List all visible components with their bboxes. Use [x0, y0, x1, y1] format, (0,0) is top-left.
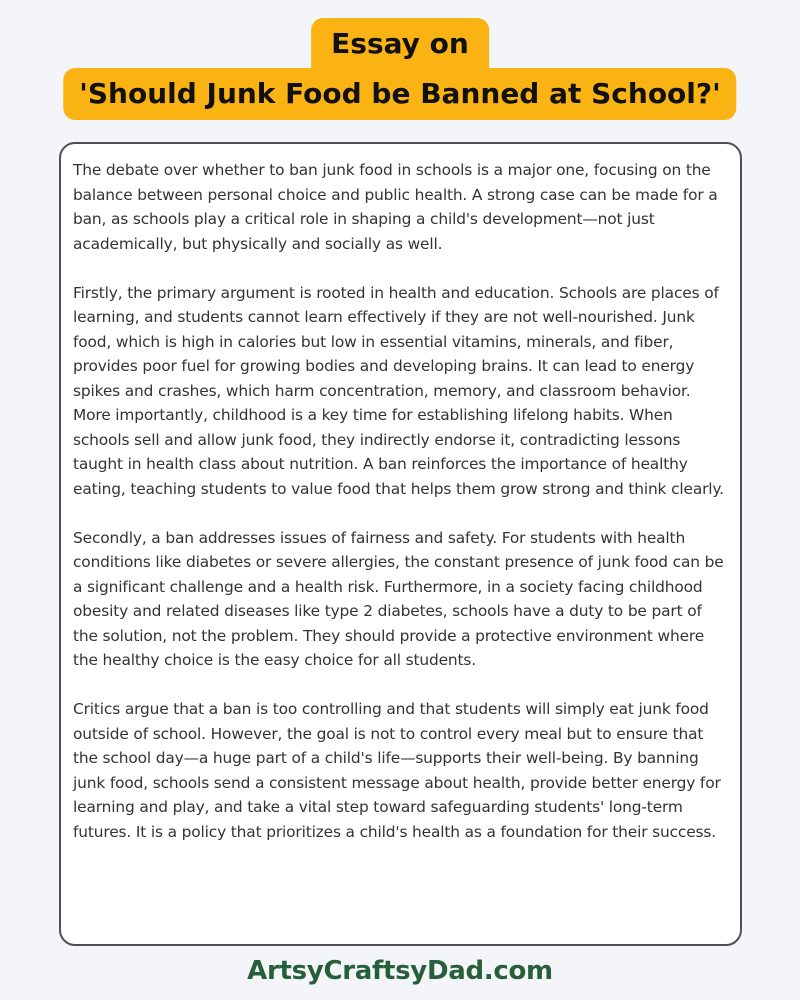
footer-site-name: ArtsyCraftsyDad.com: [247, 956, 553, 986]
essay-card: [59, 142, 742, 946]
essay-paragraph-1: The debate over whether to ban junk food in schools is a major one, focusing on the balance between personal choice and public health. A strong case can be made for a ban, as schools play a critical role in shaping a child's development—not just academically, but physically and socially as well.: [73, 161, 718, 253]
essay-paragraph-4: Critics argue that a ban is too controlling and that students will simply eat junk food outside of school. However, the goal is not to control every meal but to ensure that the school day—a huge part of a child's life—supports their well-being. By banning junk food, schools send a consistent message about health, provide better energy for learning and play, and take a vital step toward safeguarding students' long-term futures. It is a policy that prioritizes a child's health as a foundation for their success.: [73, 700, 721, 841]
title-line-1: Essay on: [311, 18, 489, 70]
essay-paragraph-2: Firstly, the primary argument is rooted in health and education. Schools are places of learning, and students cannot learn effectively if they are not well-nourished. Junk food, which is high in calories but low in essential vitamins, minerals, and fiber, provides poor fuel for growing bodies and developing brains. It can lead to energy spikes and crashes, which harm concentration, memory, and classroom behavior. More importantly, childhood is a key time for establishing lifelong habits. When schools sell and allow junk food, they indirectly endorse it, contradicting lessons taught in health class about nutrition. A ban reinforces the importance of healthy eating, teaching students to value food that helps them grow strong and think clearly.: [73, 283, 724, 498]
title-line-2: 'Should Junk Food be Banned at School?': [63, 68, 736, 120]
essay-paragraph-3: Secondly, a ban addresses issues of fairness and safety. For students with health conditions like diabetes or severe allergies, the constant presence of junk food can be a significant challenge and a health risk. Furthermore, in a society facing childhood obesity and related diseases like type 2 diabetes, schools have a duty to be part of the solution, not the problem. They should provide a protective environment where the healthy choice is the easy choice for all students.: [73, 528, 724, 669]
